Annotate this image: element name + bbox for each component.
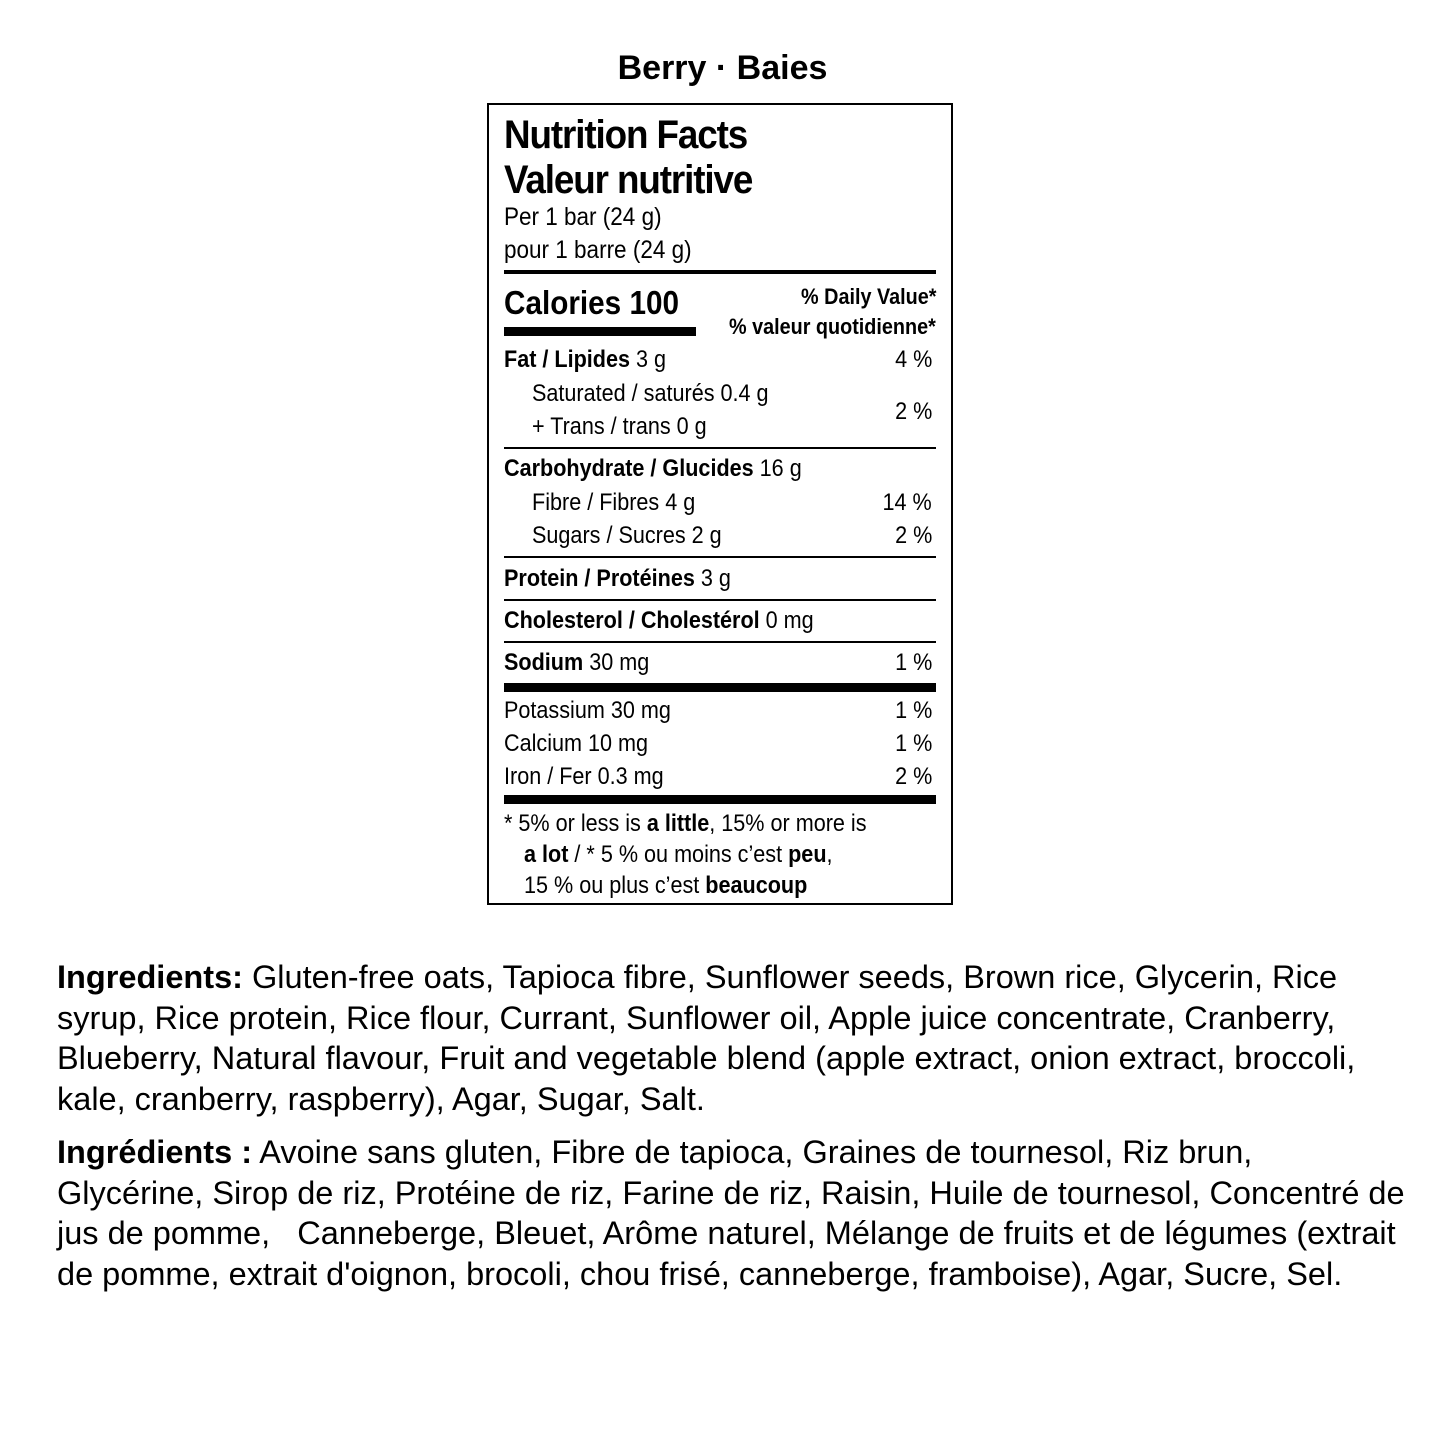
calcium-dv: 1 % (894, 730, 932, 757)
sodium-label: Sodium (504, 649, 584, 676)
carbohydrate-row (504, 453, 936, 485)
divider (504, 270, 936, 274)
ingredients-fr (57, 1132, 1414, 1294)
trans-label: + Trans / trans 0 g (532, 413, 707, 440)
sugars-label: Sugars / Sucres 2 g (532, 522, 722, 549)
footnote-line-3: 15 % ou plus c’est beaucoup (524, 872, 808, 899)
sodium-amount: 30 mg (589, 649, 650, 676)
sodium-dv: 1 % (894, 649, 932, 676)
potassium-label: Potassium 30 mg (504, 697, 671, 724)
ingredients-fr-text: Avoine sans gluten, Fibre de tapioca, Graines de tournesol, Riz brun, Glycérine, Sirop de riz, Protéine de riz, Farine de riz, Raisin, Huile de tournesol, Concentré de jus de pomme, Canneberge, Bleuet, Arôme naturel, Mélange de fruits et de légumes (extrait de pomme, extrait d'oignon, brocoli, chou frisé, canneberge, framboise), Agar, Sucre, Sel. (57, 1134, 1414, 1292)
serving-size-fr: pour 1 barre (24 g) (504, 236, 692, 264)
potassium-row (504, 695, 936, 727)
nutrition-facts-title: Nutrition Facts (504, 113, 748, 157)
divider-thick (504, 795, 936, 804)
flavor-title: Berry · Baies (617, 49, 828, 87)
calcium-label: Calcium 10 mg (504, 730, 649, 757)
divider (504, 599, 936, 601)
fibre-dv: 14 % (882, 489, 932, 516)
sugars-dv: 2 % (894, 522, 932, 549)
footnote-line-2: a lot / * 5 % ou moins c’est peu, (524, 841, 833, 868)
cholesterol-label: Cholesterol / Cholestérol (504, 607, 760, 634)
footnote-line-1: * 5% or less is a little, 15% or more is (504, 810, 867, 837)
fat-dv: 4 % (894, 346, 932, 373)
calories-underline (504, 327, 696, 336)
calcium-row (504, 728, 936, 760)
fat-amount: 3 g (636, 346, 667, 373)
saturated-row (504, 378, 936, 410)
carbohydrate-label: Carbohydrate / Glucides (504, 455, 754, 482)
calories: Calories 100 (504, 284, 680, 321)
potassium-dv: 1 % (894, 697, 932, 724)
fat-label: Fat / Lipides (504, 346, 631, 373)
iron-row (504, 761, 936, 793)
protein-row (504, 563, 936, 595)
ingredients-fr-heading: Ingrédients : (57, 1134, 253, 1170)
protein-label: Protein / Protéines (504, 565, 695, 592)
iron-label: Iron / Fer 0.3 mg (504, 763, 664, 790)
nutrition-facts-panel (487, 103, 953, 905)
ingredients-en-heading: Ingredients: (57, 959, 243, 995)
cholesterol-row (504, 605, 936, 637)
cholesterol-amount: 0 mg (765, 607, 814, 634)
fat-row (504, 344, 936, 376)
trans-row (504, 411, 936, 443)
ingredients-en (57, 957, 1407, 1119)
ingredients-en-text: Gluten-free oats, Tapioca fibre, Sunflower seeds, Brown rice, Glycerin, Rice syrup, Rice protein, Rice flour, Currant, Sunflower oil, Apple juice concentrate, Cranberry, Blueberry, Natural flavour, Fruit and vegetable blend (apple extract, onion extract, broccoli, kale, cranberry, raspberry), Agar, Sugar, Salt. (57, 959, 1356, 1117)
divider (504, 447, 936, 449)
carbohydrate-amount: 16 g (759, 455, 802, 482)
sodium-row (504, 647, 936, 679)
sugars-row (504, 520, 936, 552)
saturated-trans-dv: 2 % (894, 398, 932, 425)
daily-value-header-fr: % valeur quotidienne* (729, 314, 936, 339)
divider-thick (504, 683, 936, 692)
valeur-nutritive-title: Valeur nutritive (504, 158, 753, 202)
saturated-label: Saturated / saturés 0.4 g (532, 380, 769, 407)
serving-size-en: Per 1 bar (24 g) (504, 203, 662, 231)
divider (504, 641, 936, 643)
fibre-label: Fibre / Fibres 4 g (532, 489, 696, 516)
daily-value-header-en: % Daily Value* (800, 284, 936, 309)
fibre-row (504, 487, 936, 519)
iron-dv: 2 % (894, 763, 932, 790)
divider (504, 556, 936, 558)
protein-amount: 3 g (700, 565, 731, 592)
